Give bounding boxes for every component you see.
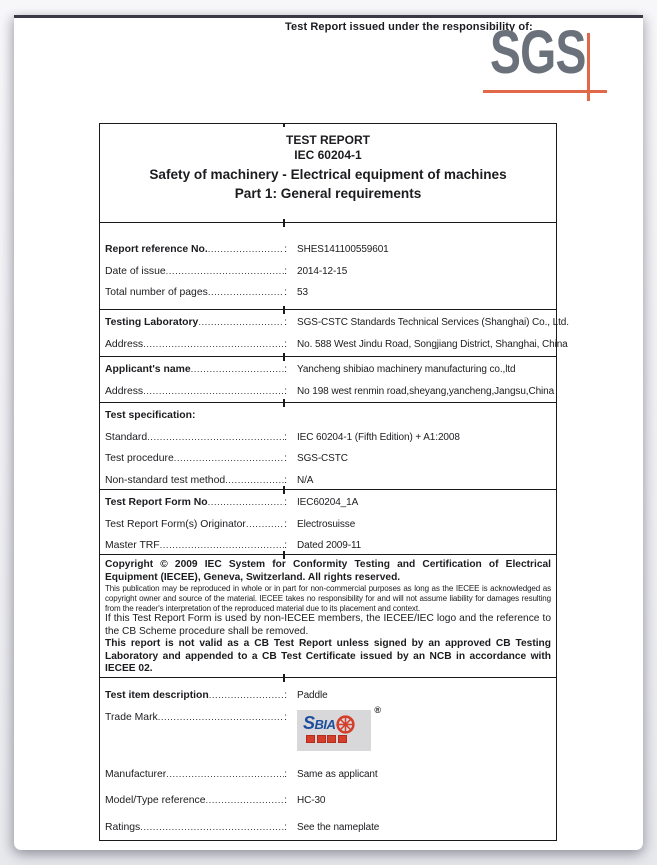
section-testing-laboratory <box>100 309 569 356</box>
copyright-removal-note: If this Test Report Form is used by non-IECEE members, the IECEE/IEC logo and the reference to the CB Scheme procedure shall be removed. <box>105 613 551 637</box>
dot-leader <box>166 769 284 780</box>
colon <box>284 266 287 277</box>
field-value: 2014-12-15 <box>297 265 348 277</box>
field-value: Same as applicant <box>297 769 378 780</box>
field-row-trade-mark <box>100 704 556 763</box>
field-value: No 198 west renmin road,sheyang,yancheng,Jangsu,China <box>297 385 555 397</box>
colon <box>284 339 287 350</box>
field-label: Address <box>105 338 144 350</box>
standard-part: Part 1: General requirements <box>234 186 422 201</box>
field-value: Dated 2009-11 <box>297 540 362 552</box>
field-value: SGS-CSTC Standards Technical Services (Shanghai) Co., Ltd. <box>297 317 569 329</box>
colon <box>284 712 287 723</box>
field-label: Standard <box>105 431 148 443</box>
section-report-info <box>100 222 556 309</box>
field-value: SHES141100559601 <box>297 244 389 256</box>
field-label: Report reference No. <box>105 244 208 256</box>
standard-number: IEC 60204-1 <box>294 148 362 162</box>
test-report-table <box>99 123 569 841</box>
field-value: Yancheng shibiao machinery manufacturing co.,ltd <box>297 364 516 376</box>
field-label: Date of issue <box>105 265 166 277</box>
trademark-wheel-icon <box>336 715 355 734</box>
standard-name: Safety of machinery - Electrical equipment of machines <box>149 167 507 182</box>
field-value: Paddle <box>297 690 328 702</box>
field-label: Test procedure <box>105 453 174 465</box>
field-row-applicant-name <box>100 359 556 381</box>
colon <box>284 822 287 833</box>
trademark-chinese-strip <box>306 735 371 743</box>
dot-leader <box>160 540 284 551</box>
sgs-logo <box>454 18 634 123</box>
field-label: Manufacturer <box>105 769 167 780</box>
field-label: Model/Type reference <box>105 794 206 806</box>
colon <box>284 453 287 464</box>
dot-leader <box>158 712 284 723</box>
section-test-specification <box>100 402 556 489</box>
field-label: Address <box>105 385 144 397</box>
dot-leader <box>225 475 284 486</box>
field-row-model-reference <box>100 787 556 814</box>
trademark-text: SBIA <box>303 713 336 733</box>
colon <box>284 475 287 486</box>
colon <box>284 386 287 397</box>
section-copyright <box>100 554 556 677</box>
colon <box>284 364 287 375</box>
colon <box>284 317 287 328</box>
colon <box>284 432 287 443</box>
dot-leader <box>174 453 284 464</box>
dot-leader <box>143 386 284 397</box>
colon <box>284 540 287 551</box>
section-applicant <box>100 356 556 402</box>
dot-leader <box>206 795 285 806</box>
dot-leader <box>143 339 284 350</box>
field-label: Test item description <box>105 690 209 702</box>
dot-leader <box>208 244 284 255</box>
sgs-logo-vertical-line <box>587 33 590 101</box>
field-value: SGS-CSTC <box>297 453 348 465</box>
field-value: 53 <box>297 287 308 299</box>
field-value: IEC60204_1A <box>297 497 359 509</box>
field-label: Non-standard test method <box>105 474 226 486</box>
field-label: Total number of pages <box>105 287 208 299</box>
title-block <box>100 124 556 222</box>
field-row-item-description <box>100 685 556 707</box>
dot-leader <box>140 822 284 833</box>
section-report-form <box>100 489 556 554</box>
test-specification-heading: Test specification: <box>105 410 196 422</box>
field-row-test-procedure <box>100 448 556 470</box>
colon <box>284 497 287 508</box>
field-value: HC-30 <box>297 794 326 806</box>
field-row-form-no <box>100 492 556 514</box>
field-value: See the nameplate <box>297 821 380 833</box>
report-page <box>14 15 643 850</box>
field-label: Applicant's name <box>105 364 191 376</box>
colon <box>284 769 287 780</box>
registered-trademark-symbol: ® <box>374 704 381 715</box>
field-row-ratings <box>100 814 556 841</box>
field-row-standard <box>100 427 556 449</box>
field-label: Test Report Form No <box>105 497 208 509</box>
field-label: Master TRF <box>105 540 160 552</box>
field-row-manufacturer <box>100 763 556 787</box>
responsibility-line: Test Report issued under the responsibility of: <box>285 21 533 33</box>
field-row-lab-address <box>100 334 568 356</box>
colon <box>284 287 287 298</box>
field-label: Testing Laboratory <box>105 317 199 329</box>
field-value: N/A <box>297 474 314 486</box>
dot-leader <box>208 287 284 298</box>
copyright-fine-print: This publication may be reproduced in whole or in part for non-commercial purposes as long as the IECEE is acknowledged as copyright owner and source of the material. IECEE takes no responsibility for and will not assume liability for damages resulting from the reader's interpretation of the reproduced material due to its placement and context. <box>105 584 551 613</box>
field-label: Trade Mark <box>105 711 158 723</box>
colon <box>284 519 287 530</box>
colon <box>284 795 287 806</box>
field-row-date-of-issue <box>100 261 556 283</box>
sgs-logo-text: SGS <box>490 18 586 86</box>
field-row-report-reference <box>100 239 556 261</box>
field-label: Test Report Form(s) Originator <box>105 518 246 530</box>
field-row-applicant-address <box>100 381 556 403</box>
trademark-logo <box>297 704 381 751</box>
dot-leader <box>209 690 284 701</box>
field-row-total-pages <box>100 282 556 304</box>
dot-leader <box>147 432 284 443</box>
field-value: Electrosuisse <box>297 518 356 530</box>
section-test-item <box>100 677 556 842</box>
colon <box>284 244 287 255</box>
dot-leader <box>166 266 284 277</box>
dot-leader <box>208 497 285 508</box>
dot-leader <box>198 317 284 328</box>
field-row-testing-laboratory <box>100 312 569 334</box>
colon <box>284 690 287 701</box>
field-value: No. 588 West Jindu Road, Songjiang District, Shanghai, China <box>297 338 568 350</box>
report-title: TEST REPORT <box>285 133 370 147</box>
field-value: IEC 60204-1 (Fifth Edition) + A1:2008 <box>297 431 460 443</box>
dot-leader <box>246 519 284 530</box>
dot-leader <box>191 364 284 375</box>
trademark-box <box>297 710 371 751</box>
field-row-nonstandard-method <box>100 470 556 492</box>
copyright-validity-note: This report is not valid as a CB Test Report unless signed by an approved CB Testing Laboratory and appended to a CB Test Certificate issued by an NCB in accordance with IECEE 02. <box>105 638 551 675</box>
copyright-notice: Copyright © 2009 IEC System for Conformity Testing and Certification of Electrical Equipment (IECEE), Geneva, Switzerland. All rights reserved. <box>105 559 551 583</box>
field-row-form-originator <box>100 514 556 536</box>
field-label: Ratings <box>105 821 141 833</box>
